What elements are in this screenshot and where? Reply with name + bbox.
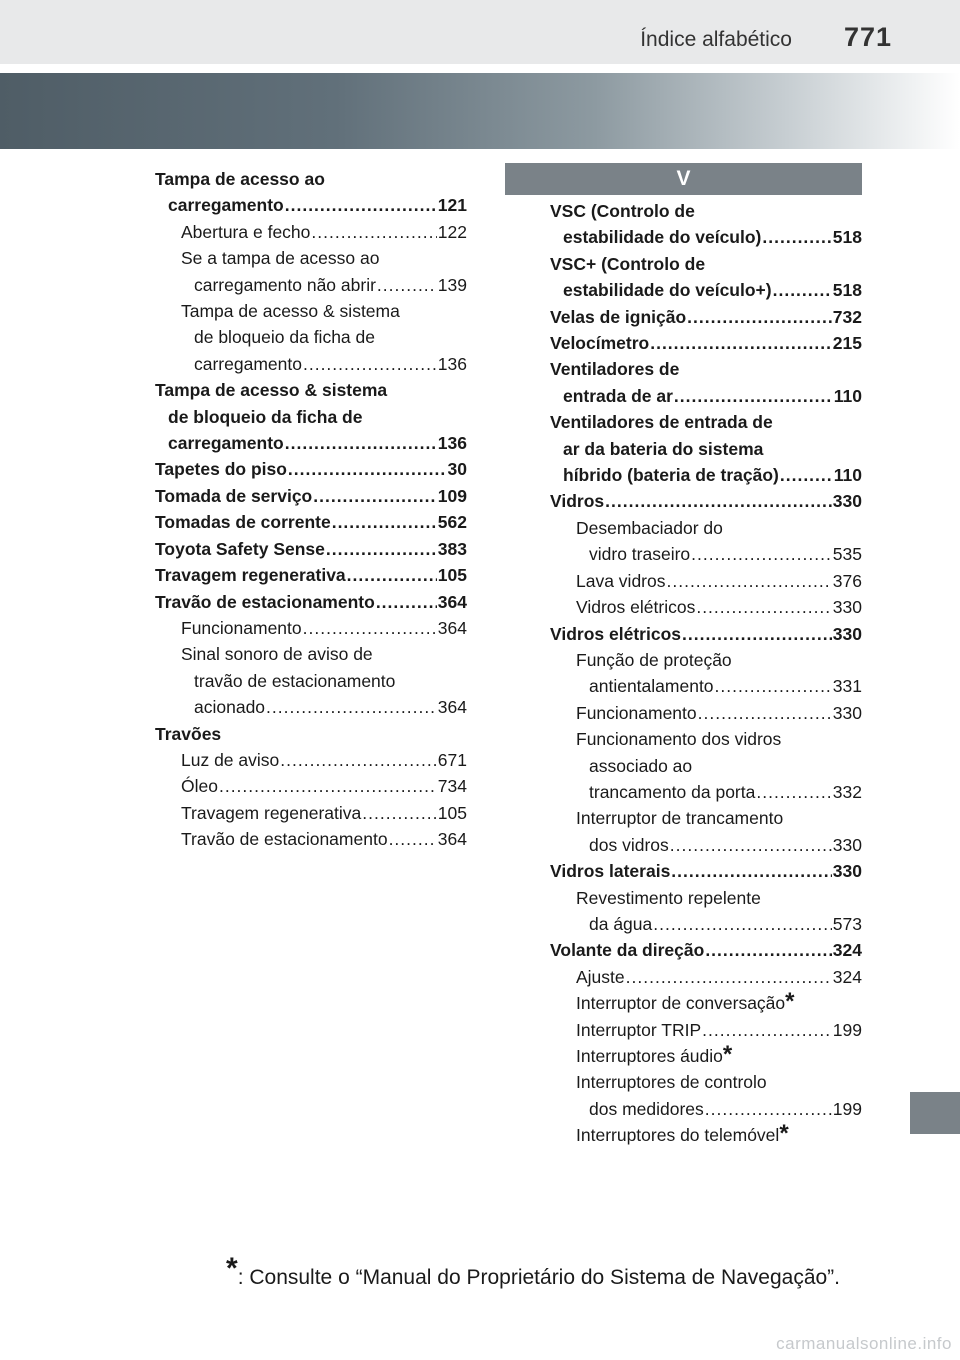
entry-text: associado ao [589,755,693,776]
index-subentry [550,1043,862,1069]
page-ref: 199 [832,1098,862,1119]
entry-text: Lava vidros [576,570,666,591]
entry-text: Sinal sonoro de aviso de [181,644,373,665]
entry-text: Vidros elétricos [576,597,696,618]
dot-leader [362,800,437,826]
page-ref: 324 [832,940,862,961]
dot-leader [303,615,437,641]
entry-text: vidro traseiro [589,544,691,565]
page-ref: 105 [437,565,467,586]
dot-leader [389,826,437,852]
entry-line [181,800,467,826]
dot-leader [674,383,833,409]
index-entry [155,721,467,747]
entry-line [155,483,467,509]
entry-text: carregamento [194,353,302,374]
entry-text: entrada de ar [563,385,673,406]
index-subentry [155,747,467,773]
index-entry [550,251,862,304]
footnote-text: : Consulte o “Manual do Proprietário do Sistema de Navegação”. [237,1266,841,1289]
entry-line [181,615,467,641]
page-ref: 105 [437,802,467,823]
page-ref: 324 [832,966,862,987]
dot-leader [650,330,832,356]
page-ref: 110 [833,465,862,486]
entry-text: Desembaciador do [576,517,723,538]
entry-line [181,351,467,377]
entry-text: Luz de aviso [181,749,280,770]
entry-text: Travão de estacionamento [181,829,388,850]
entry-text: Interruptores áudio [576,1046,723,1066]
index-subentry [550,1069,862,1122]
index-subentry [155,615,467,641]
header-title: Índice alfabético [640,28,792,51]
dot-leader [288,456,447,482]
entry-text: Óleo [181,776,218,797]
index-entry [155,456,467,482]
entry-line [155,536,467,562]
dot-leader [626,964,832,990]
dot-leader [696,594,831,620]
index-subentry [550,726,862,805]
index-subentry [155,800,467,826]
dot-leader [671,858,832,884]
index-entry [550,330,862,356]
entry-text: Toyota Safety Sense [155,538,325,559]
index-subentry [550,990,862,1016]
entry-line [576,885,862,911]
index-entry [155,377,467,456]
page-ref: 330 [832,702,862,723]
entry-text: Função de proteção [576,649,732,670]
page-ref: 518 [832,227,862,248]
index-subentry [550,1122,862,1148]
index-entry [155,562,467,588]
footnote-asterisk: * [226,1252,238,1285]
page-ref: 110 [833,385,862,406]
index-subentry [550,568,862,594]
entry-line [576,1069,862,1095]
index-entry [550,937,862,963]
entry-text: Tampa de acesso & sistema [155,380,388,401]
entry-text: estabilidade do veículo) [563,227,762,248]
entry-line [576,568,862,594]
entry-text: Tomada de serviço [155,485,313,506]
entry-text: estabilidade do veículo+) [563,280,772,301]
entry-text: Interruptores do telemóvel [576,1125,780,1146]
entry-text: Interruptores de controlo [576,1072,767,1093]
entry-line [550,436,862,462]
entry-line [550,198,862,224]
page-ref: 535 [832,544,862,565]
page-ref: 136 [437,353,467,374]
entry-text: híbrido (bateria de tração) [563,465,779,486]
entry-text: Travagem regenerativa [181,802,362,823]
page-ref: 330 [832,834,862,855]
page-ref: 330 [832,861,862,882]
entry-text: carregamento [168,433,284,454]
index-entry [550,304,862,330]
dot-leader [702,1017,832,1043]
entry-line [550,277,862,303]
entry-line [576,779,862,805]
index-column-left [155,166,467,853]
page-ref: 734 [437,776,467,797]
entry-line [155,721,467,747]
index-subentry [550,700,862,726]
dot-leader [773,277,832,303]
entry-text: trancamento da porta [589,781,756,802]
page-ref: 331 [832,676,862,697]
index-subentry [155,298,467,377]
entry-text: Interruptor de conversação [576,993,786,1014]
entry-line [550,488,862,514]
entry-line: Interruptores do telemóvel * [576,1120,789,1148]
page-ref: 364 [437,617,467,638]
header-bar [0,0,960,64]
entry-text: VSC+ (Controlo de [550,253,706,274]
index-subentry [550,1017,862,1043]
entry-line [155,589,467,615]
entry-text: Interruptor TRIP [576,1019,702,1040]
entry-text: Vidros laterais [550,861,671,882]
index-entry [155,589,467,615]
page-ref: 330 [832,491,862,512]
entry-line [181,298,467,324]
dot-leader [347,562,437,588]
entry-text: Tampa de acesso & sistema [181,301,400,322]
entry-text: Revestimento repelente [576,887,761,908]
entry-text: dos medidores [589,1098,704,1119]
dot-leader [266,694,437,720]
entry-text: Travagem regenerativa [155,565,346,586]
entry-line [181,324,467,350]
dot-leader [285,430,437,456]
page-ref: 199 [832,1019,862,1040]
dot-leader [705,1096,832,1122]
entry-line [155,509,467,535]
dot-leader [667,568,832,594]
entry-line [181,245,467,271]
index-entry [550,198,862,251]
dot-leader [756,779,831,805]
entry-line [181,773,467,799]
dot-leader [285,192,437,218]
page-number: 771 [843,22,892,52]
dot-leader [698,700,832,726]
dot-leader [682,621,832,647]
entry-line [576,594,862,620]
index-subentry [550,647,862,700]
decorative-banner [0,73,960,149]
dot-leader [715,673,832,699]
entry-line [576,1017,862,1043]
watermark: carmanualsonline.info [776,1334,952,1353]
entry-line [550,937,862,963]
entry-text: ar da bateria do sistema [563,438,764,459]
entry-line: Interruptor de conversação * [576,988,795,1016]
index-entry [550,356,862,409]
entry-text: Tampa de acesso ao [155,169,325,189]
entry-text: carregamento [168,195,284,216]
page-ref: 364 [437,591,467,612]
entry-line [155,192,467,218]
entry-text: Interruptor de trancamento [576,808,784,829]
index-subentry [155,826,467,852]
index-entry [550,409,862,488]
index-subentry [550,805,862,858]
index-column-right [550,198,862,1149]
entry-text: de bloqueio da ficha de [168,406,363,427]
entry-text: dos vidros [589,834,669,855]
footnote [226,1252,841,1290]
entry-text: Tomadas de corrente [155,512,331,533]
index-subentry [155,773,467,799]
page-ref: 332 [832,781,862,802]
entry-line [550,304,862,330]
entry-text: Vidros elétricos [550,623,681,644]
entry-line [181,668,467,694]
page-ref: 562 [437,512,467,533]
entry-line [155,430,467,456]
entry-line [550,621,862,647]
entry-text: Velocímetro [550,333,650,354]
entry-line [576,753,862,779]
dot-leader [326,536,437,562]
side-thumb-tab [910,1092,960,1134]
page-ref: 215 [832,333,862,354]
index-subentry [550,515,862,568]
index-subentry [550,885,862,938]
entry-line [576,726,862,752]
entry-line [155,404,467,430]
entry-line [576,673,862,699]
entry-text: Ajuste [576,966,625,987]
entry-text: antientalamento [589,676,714,697]
page-ref: 573 [832,913,862,934]
entry-line: Interruptores áudio * [576,1041,733,1068]
dot-leader [670,832,832,858]
dot-leader [377,272,437,298]
entry-text: Se a tampa de acesso ao [181,248,380,269]
entry-text: Ventiladores de [550,359,680,380]
entry-text: VSC (Controlo de [550,201,695,221]
entry-text: Vidros [550,491,605,512]
entry-line [155,562,467,588]
entry-line [181,747,467,773]
dot-leader [303,351,437,377]
index-subentry [155,245,467,298]
index-subentry [550,964,862,990]
entry-line [181,219,467,245]
dot-leader [691,541,832,567]
page-ref: 330 [832,623,862,644]
entry-text: Funcionamento [181,617,302,638]
entry-line [550,224,862,250]
entry-text: Ventiladores de entrada de [550,412,773,433]
entry-line [155,166,467,192]
entry-line [576,1096,862,1122]
entry-text: de bloqueio da ficha de [194,327,375,348]
page-ref: 518 [832,280,862,301]
entry-line [550,356,862,382]
page-ref: 30 [447,459,467,480]
page-ref: 109 [437,485,467,506]
index-subentry [155,219,467,245]
dot-leader [219,773,437,799]
dot-leader [780,462,833,488]
entry-line [576,832,862,858]
page-ref: 732 [832,306,862,327]
entry-line [550,409,862,435]
entry-line [576,700,862,726]
entry-line [576,541,862,567]
index-subentry [155,641,467,720]
dot-leader [376,589,437,615]
entry-line [181,272,467,298]
page-ref: 383 [437,538,467,559]
entry-line [181,826,467,852]
page-ref: 364 [437,697,467,718]
entry-line [576,911,862,937]
page-ref: 671 [437,749,467,770]
entry-line [576,647,862,673]
entry-text: da água [589,913,653,934]
entry-text: travão de estacionamento [194,670,396,691]
dot-leader [762,224,831,250]
index-entry [155,483,467,509]
index-entry [550,858,862,884]
page-ref: 330 [832,597,862,618]
page-ref: 122 [437,221,467,242]
index-entry [155,536,467,562]
dot-leader [605,488,832,514]
entry-text: acionado [194,697,266,718]
page-ref: 121 [437,195,467,216]
dot-leader [653,911,832,937]
entry-line [576,805,862,831]
entry-text: Volante da direção [550,940,705,961]
entry-line [576,964,862,990]
index-entry [155,509,467,535]
entry-line [181,694,467,720]
entry-text: Travões [155,723,222,744]
dot-leader [280,747,437,773]
entry-line [550,251,862,277]
entry-line [576,515,862,541]
entry-line [155,456,467,482]
dot-leader [687,304,832,330]
entry-text: Funcionamento dos vidros [576,729,782,750]
section-letter-bar: V [505,163,862,195]
entry-text: Funcionamento [576,702,697,723]
dot-leader [332,509,437,535]
entry-text: Travão de estacionamento [155,591,375,612]
page-ref: 376 [832,570,862,591]
entry-line [550,858,862,884]
entry-text: Velas de ignição [550,306,687,327]
page-ref: 136 [437,433,467,454]
entry-text: carregamento não abrir [194,274,376,295]
page-ref: 139 [437,274,467,295]
entry-text: Tapetes do piso [155,459,287,480]
index-entry [155,166,467,219]
dot-leader [311,219,436,245]
index-entry [550,488,862,514]
dot-leader [313,483,437,509]
entry-line [155,377,467,403]
entry-line [550,383,862,409]
index-subentry [550,594,862,620]
entry-line [181,641,467,667]
entry-line [550,462,862,488]
dot-leader [705,937,831,963]
page-ref: 364 [437,829,467,850]
entry-line [550,330,862,356]
entry-text: Abertura e fecho [181,221,311,242]
index-entry [550,621,862,647]
